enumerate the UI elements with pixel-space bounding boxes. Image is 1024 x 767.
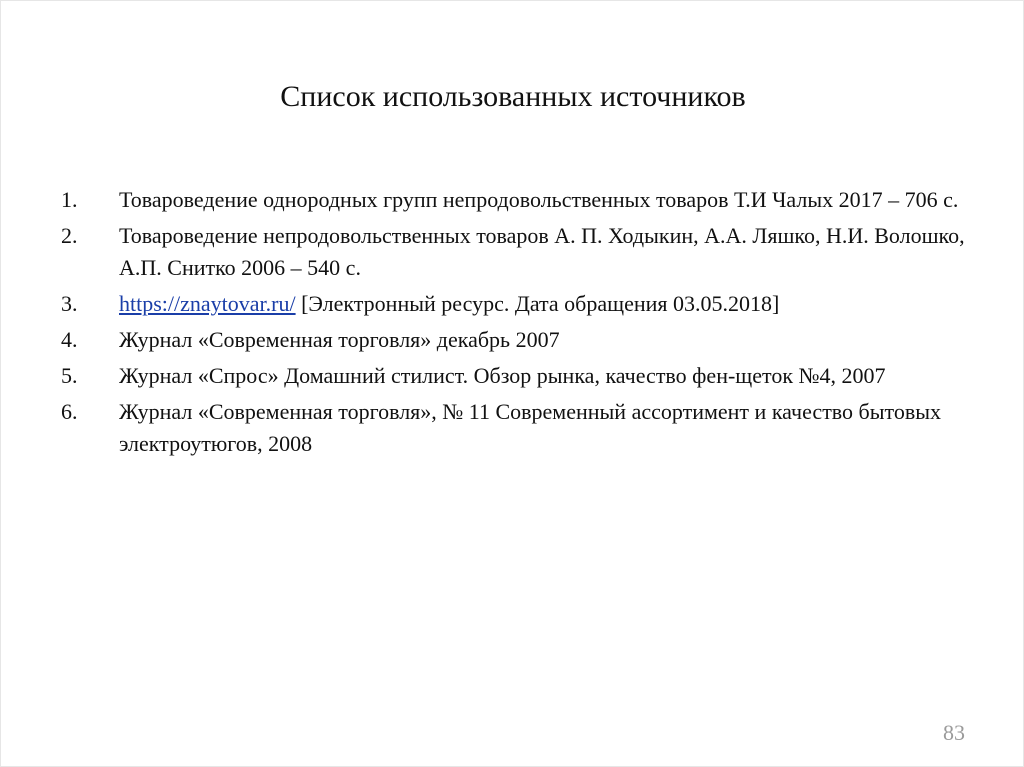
- reference-number: 3.: [61, 291, 78, 316]
- reference-number: 1.: [61, 187, 78, 212]
- reference-number: 5.: [61, 363, 78, 388]
- reference-text: Журнал «Спрос» Домашний стилист. Обзор рынка, качество фен-щеток №4, 2007: [119, 363, 886, 388]
- reference-text: Товароведение непродовольственных товаров А. П. Ходыкин, А.А. Ляшко, Н.И. Волошко, А.П. Снитко 2006 – 540 с.: [119, 223, 965, 280]
- reference-item: [61, 324, 971, 356]
- reference-item: [61, 184, 971, 216]
- reference-item: [61, 288, 971, 320]
- reference-link[interactable]: https://znaytovar.ru/: [119, 291, 296, 316]
- reference-item: [61, 396, 971, 460]
- reference-list: [61, 184, 971, 464]
- reference-number: 6.: [61, 399, 78, 424]
- reference-text-with-link: [119, 288, 971, 320]
- reference-item: [61, 360, 971, 392]
- reference-number: 4.: [61, 327, 78, 352]
- reference-link-note: [Электронный ресурс. Дата обращения 03.05.2018]: [295, 291, 780, 316]
- reference-text: Журнал «Современная торговля», № 11 Современный ассортимент и качество бытовых электроутюгов, 2008: [119, 399, 942, 456]
- slide-title: Список использованных источников: [280, 80, 746, 113]
- reference-item: [61, 220, 971, 284]
- page-number: 83: [943, 720, 965, 745]
- reference-text: Товароведение однородных групп непродовольственных товаров Т.И Чалых 2017 – 706 с.: [119, 187, 959, 212]
- reference-number: 2.: [61, 223, 78, 248]
- reference-text: Журнал «Современная торговля» декабрь 2007: [119, 327, 560, 352]
